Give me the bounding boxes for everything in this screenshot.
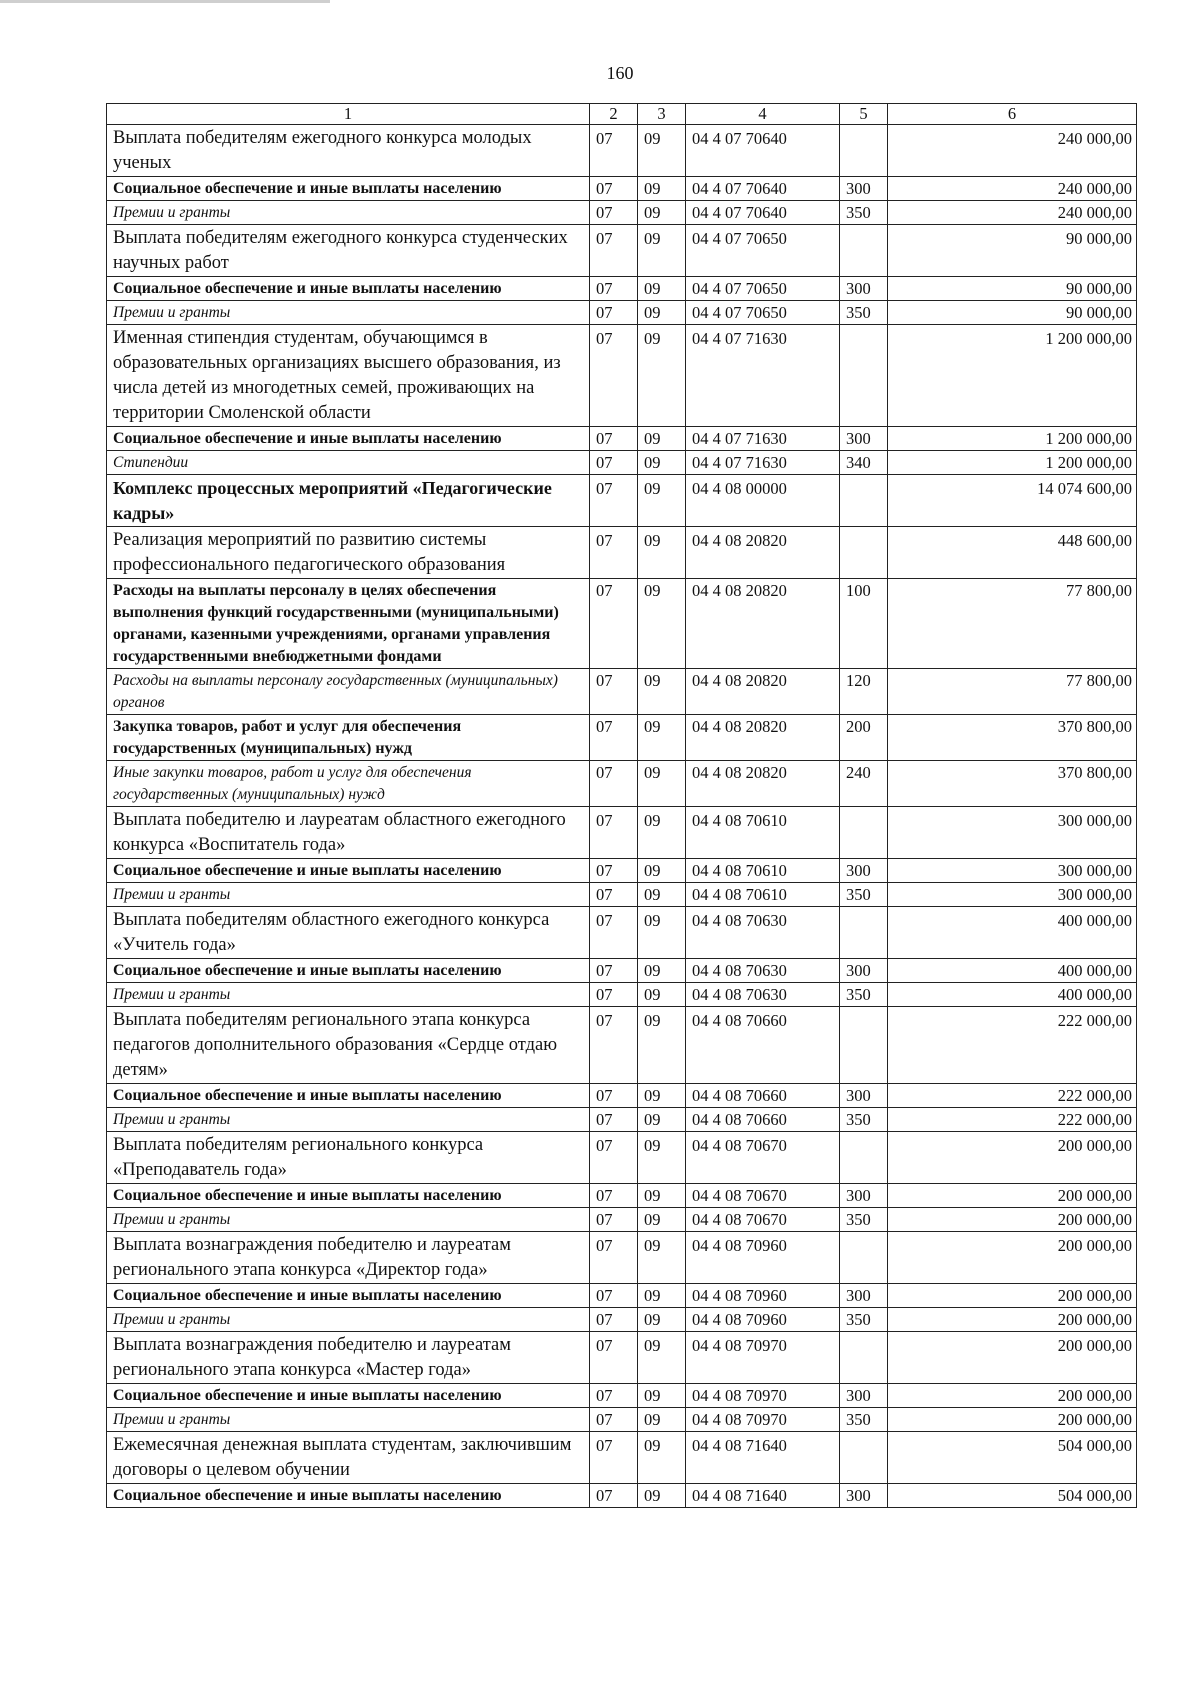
table-row [107,983,1137,1007]
row-subsection-cell: 09 [638,1132,686,1184]
row-name-cell: Социальное обеспечение и иные выплаты населению [107,277,590,301]
row-amount-cell: 77 800,00 [888,669,1137,715]
row-target-code-cell: 04 4 08 70960 [686,1308,840,1332]
table-row [107,959,1137,983]
row-amount-cell: 1 200 000,00 [888,451,1137,475]
header-col-3: 3 [638,104,686,125]
row-name-cell: Социальное обеспечение и иные выплаты населению [107,1384,590,1408]
row-target-code-cell: 04 4 07 71630 [686,451,840,475]
table-row [107,1232,1137,1284]
row-target-code-cell: 04 4 08 70970 [686,1408,840,1432]
row-expense-type-cell: 300 [840,427,888,451]
table-row [107,325,1137,427]
row-subsection-cell: 09 [638,1308,686,1332]
table-row [107,1332,1137,1384]
header-col-4: 4 [686,104,840,125]
row-target-code-cell: 04 4 08 70660 [686,1007,840,1084]
row-subsection-cell: 09 [638,1432,686,1484]
row-name-cell: Социальное обеспечение и иные выплаты населению [107,177,590,201]
table-row [107,761,1137,807]
row-amount-cell: 200 000,00 [888,1232,1137,1284]
row-subsection-cell: 09 [638,1208,686,1232]
table-row [107,883,1137,907]
row-name-cell: Премии и гранты [107,1208,590,1232]
row-section-cell: 07 [590,1408,638,1432]
row-expense-type-cell: 300 [840,1084,888,1108]
row-subsection-cell: 09 [638,1007,686,1084]
row-target-code-cell: 04 4 08 70610 [686,859,840,883]
row-expense-type-cell [840,125,888,177]
table-row [107,277,1137,301]
row-subsection-cell: 09 [638,807,686,859]
row-subsection-cell: 09 [638,669,686,715]
row-name-cell: Иные закупки товаров, работ и услуг для обеспечения государственных (муниципальных) нужд [107,761,590,807]
row-amount-cell: 504 000,00 [888,1484,1137,1508]
row-section-cell: 07 [590,325,638,427]
row-target-code-cell: 04 4 07 70640 [686,125,840,177]
row-section-cell: 07 [590,1084,638,1108]
row-subsection-cell: 09 [638,451,686,475]
row-section-cell: 07 [590,1284,638,1308]
row-amount-cell: 400 000,00 [888,959,1137,983]
row-expense-type-cell: 100 [840,579,888,669]
row-expense-type-cell [840,1007,888,1084]
table-row [107,1432,1137,1484]
row-section-cell: 07 [590,225,638,277]
header-col-6: 6 [888,104,1137,125]
row-subsection-cell: 09 [638,1484,686,1508]
row-name-cell: Премии и гранты [107,1308,590,1332]
row-subsection-cell: 09 [638,983,686,1007]
row-subsection-cell: 09 [638,1084,686,1108]
row-expense-type-cell: 200 [840,715,888,761]
row-target-code-cell: 04 4 08 70960 [686,1284,840,1308]
row-expense-type-cell [840,1432,888,1484]
row-expense-type-cell: 350 [840,983,888,1007]
table-header-row [107,104,1137,125]
row-section-cell: 07 [590,907,638,959]
row-amount-cell: 77 800,00 [888,579,1137,669]
row-amount-cell: 222 000,00 [888,1108,1137,1132]
row-expense-type-cell: 350 [840,1408,888,1432]
row-subsection-cell: 09 [638,225,686,277]
row-subsection-cell: 09 [638,959,686,983]
row-name-cell: Премии и гранты [107,1408,590,1432]
row-amount-cell: 200 000,00 [888,1384,1137,1408]
row-expense-type-cell: 350 [840,1108,888,1132]
row-target-code-cell: 04 4 07 70650 [686,225,840,277]
row-target-code-cell: 04 4 08 70970 [686,1332,840,1384]
row-amount-cell: 1 200 000,00 [888,427,1137,451]
row-subsection-cell: 09 [638,883,686,907]
row-section-cell: 07 [590,807,638,859]
row-amount-cell: 240 000,00 [888,201,1137,225]
row-section-cell: 07 [590,475,638,527]
row-name-cell: Выплата победителю и лауреатам областного ежегодного конкурса «Воспитатель года» [107,807,590,859]
row-name-cell: Социальное обеспечение и иные выплаты населению [107,1484,590,1508]
row-expense-type-cell: 350 [840,1308,888,1332]
table-row [107,1484,1137,1508]
table-row [107,1308,1137,1332]
row-target-code-cell: 04 4 08 70960 [686,1232,840,1284]
row-section-cell: 07 [590,1208,638,1232]
row-expense-type-cell [840,225,888,277]
row-amount-cell: 504 000,00 [888,1432,1137,1484]
row-amount-cell: 200 000,00 [888,1284,1137,1308]
row-section-cell: 07 [590,1108,638,1132]
row-subsection-cell: 09 [638,1184,686,1208]
row-name-cell: Премии и гранты [107,1108,590,1132]
row-expense-type-cell: 300 [840,277,888,301]
row-expense-type-cell: 300 [840,177,888,201]
row-target-code-cell: 04 4 08 70660 [686,1108,840,1132]
row-amount-cell: 400 000,00 [888,907,1137,959]
row-expense-type-cell [840,1232,888,1284]
row-target-code-cell: 04 4 07 70640 [686,201,840,225]
table-row [107,225,1137,277]
row-amount-cell: 300 000,00 [888,807,1137,859]
row-subsection-cell: 09 [638,1384,686,1408]
row-amount-cell: 200 000,00 [888,1408,1137,1432]
row-subsection-cell: 09 [638,177,686,201]
row-amount-cell: 200 000,00 [888,1208,1137,1232]
row-name-cell: Выплата победителям областного ежегодного конкурса «Учитель года» [107,907,590,959]
row-section-cell: 07 [590,1132,638,1184]
table-row [107,859,1137,883]
row-expense-type-cell: 350 [840,1208,888,1232]
table-row [107,301,1137,325]
row-name-cell: Выплата победителям регионального этапа конкурса педагогов дополнительного образования «Сердце отдаю детям» [107,1007,590,1084]
row-target-code-cell: 04 4 08 20820 [686,761,840,807]
row-subsection-cell: 09 [638,907,686,959]
header-col-2: 2 [590,104,638,125]
row-name-cell: Премии и гранты [107,301,590,325]
row-subsection-cell: 09 [638,1108,686,1132]
row-target-code-cell: 04 4 08 70630 [686,907,840,959]
row-target-code-cell: 04 4 08 71640 [686,1484,840,1508]
row-amount-cell: 300 000,00 [888,859,1137,883]
row-name-cell: Социальное обеспечение и иные выплаты населению [107,1084,590,1108]
row-name-cell: Выплата вознаграждения победителю и лауреатам регионального этапа конкурса «Директор года» [107,1232,590,1284]
row-name-cell: Выплата победителям регионального конкурса «Преподаватель года» [107,1132,590,1184]
row-target-code-cell: 04 4 07 71630 [686,427,840,451]
table-row [107,177,1137,201]
table-row [107,807,1137,859]
row-section-cell: 07 [590,715,638,761]
row-amount-cell: 90 000,00 [888,225,1137,277]
row-amount-cell: 448 600,00 [888,527,1137,579]
row-name-cell: Ежемесячная денежная выплата студентам, заключившим договоры о целевом обучении [107,1432,590,1484]
page-number: 160 [606,63,634,83]
table-row [107,1284,1137,1308]
row-section-cell: 07 [590,301,638,325]
row-section-cell: 07 [590,1332,638,1384]
row-target-code-cell: 04 4 08 20820 [686,715,840,761]
row-subsection-cell: 09 [638,1284,686,1308]
row-subsection-cell: 09 [638,475,686,527]
row-section-cell: 07 [590,1432,638,1484]
row-section-cell: 07 [590,1007,638,1084]
row-expense-type-cell: 300 [840,1384,888,1408]
row-name-cell: Социальное обеспечение и иные выплаты населению [107,427,590,451]
row-subsection-cell: 09 [638,1408,686,1432]
row-expense-type-cell: 300 [840,859,888,883]
header-col-5: 5 [840,104,888,125]
row-target-code-cell: 04 4 08 70970 [686,1384,840,1408]
row-target-code-cell: 04 4 07 71630 [686,325,840,427]
row-name-cell: Социальное обеспечение и иные выплаты населению [107,959,590,983]
row-name-cell: Закупка товаров, работ и услуг для обеспечения государственных (муниципальных) нужд [107,715,590,761]
row-expense-type-cell [840,527,888,579]
row-section-cell: 07 [590,1184,638,1208]
table-row [107,669,1137,715]
row-expense-type-cell: 300 [840,1284,888,1308]
row-expense-type-cell: 240 [840,761,888,807]
table-row [107,579,1137,669]
row-subsection-cell: 09 [638,125,686,177]
row-subsection-cell: 09 [638,715,686,761]
row-amount-cell: 240 000,00 [888,177,1137,201]
row-name-cell: Выплата победителям ежегодного конкурса молодых ученых [107,125,590,177]
header-col-1: 1 [107,104,590,125]
row-name-cell: Именная стипендия студентам, обучающимся в образовательных организациях высшего образования, из числа детей из многодетных семей, проживающих на территории Смоленской области [107,325,590,427]
table-row [107,1208,1137,1232]
table-row [107,1007,1137,1084]
row-expense-type-cell: 300 [840,959,888,983]
row-target-code-cell: 04 4 08 70630 [686,983,840,1007]
row-target-code-cell: 04 4 08 70610 [686,883,840,907]
row-section-cell: 07 [590,883,638,907]
row-target-code-cell: 04 4 08 00000 [686,475,840,527]
row-expense-type-cell [840,807,888,859]
table-row [107,1384,1137,1408]
row-expense-type-cell: 300 [840,1484,888,1508]
row-amount-cell: 200 000,00 [888,1132,1137,1184]
row-target-code-cell: 04 4 07 70650 [686,301,840,325]
row-section-cell: 07 [590,1308,638,1332]
row-target-code-cell: 04 4 08 70670 [686,1208,840,1232]
row-expense-type-cell [840,475,888,527]
row-target-code-cell: 04 4 07 70650 [686,277,840,301]
row-amount-cell: 14 074 600,00 [888,475,1137,527]
row-name-cell: Премии и гранты [107,201,590,225]
row-amount-cell: 200 000,00 [888,1308,1137,1332]
row-section-cell: 07 [590,959,638,983]
row-subsection-cell: 09 [638,579,686,669]
row-section-cell: 07 [590,451,638,475]
row-target-code-cell: 04 4 07 70640 [686,177,840,201]
row-subsection-cell: 09 [638,1332,686,1384]
table-row [107,1408,1137,1432]
table-row [107,451,1137,475]
table-row [107,201,1137,225]
row-subsection-cell: 09 [638,761,686,807]
table-row [107,1084,1137,1108]
row-section-cell: 07 [590,527,638,579]
table-row [107,907,1137,959]
row-name-cell: Социальное обеспечение и иные выплаты населению [107,1284,590,1308]
row-subsection-cell: 09 [638,527,686,579]
row-target-code-cell: 04 4 08 71640 [686,1432,840,1484]
row-section-cell: 07 [590,859,638,883]
table-row [107,125,1137,177]
row-target-code-cell: 04 4 08 70630 [686,959,840,983]
row-section-cell: 07 [590,669,638,715]
row-subsection-cell: 09 [638,301,686,325]
table-row [107,1108,1137,1132]
row-amount-cell: 222 000,00 [888,1084,1137,1108]
row-expense-type-cell [840,325,888,427]
row-section-cell: 07 [590,983,638,1007]
row-target-code-cell: 04 4 08 70660 [686,1084,840,1108]
row-target-code-cell: 04 4 08 70670 [686,1184,840,1208]
table-row [107,527,1137,579]
row-section-cell: 07 [590,427,638,451]
row-subsection-cell: 09 [638,325,686,427]
row-expense-type-cell: 340 [840,451,888,475]
scan-edge-mark [0,0,330,3]
row-section-cell: 07 [590,277,638,301]
row-name-cell: Премии и гранты [107,983,590,1007]
row-amount-cell: 222 000,00 [888,1007,1137,1084]
row-amount-cell: 370 800,00 [888,715,1137,761]
row-name-cell: Премии и гранты [107,883,590,907]
row-subsection-cell: 09 [638,427,686,451]
row-target-code-cell: 04 4 08 20820 [686,669,840,715]
row-section-cell: 07 [590,125,638,177]
row-amount-cell: 240 000,00 [888,125,1137,177]
row-section-cell: 07 [590,761,638,807]
budget-table [106,103,1137,1508]
row-expense-type-cell: 120 [840,669,888,715]
row-name-cell: Выплата победителям ежегодного конкурса студенческих научных работ [107,225,590,277]
table-row [107,475,1137,527]
row-target-code-cell: 04 4 08 70610 [686,807,840,859]
row-name-cell: Реализация мероприятий по развитию системы профессионального педагогического образования [107,527,590,579]
row-subsection-cell: 09 [638,1232,686,1284]
row-subsection-cell: 09 [638,277,686,301]
row-expense-type-cell: 350 [840,883,888,907]
row-target-code-cell: 04 4 08 70670 [686,1132,840,1184]
row-amount-cell: 90 000,00 [888,277,1137,301]
table-row [107,1132,1137,1184]
row-subsection-cell: 09 [638,201,686,225]
row-section-cell: 07 [590,579,638,669]
row-name-cell: Социальное обеспечение и иные выплаты населению [107,1184,590,1208]
table-row [107,715,1137,761]
row-target-code-cell: 04 4 08 20820 [686,527,840,579]
row-expense-type-cell [840,1132,888,1184]
row-amount-cell: 1 200 000,00 [888,325,1137,427]
row-name-cell: Социальное обеспечение и иные выплаты населению [107,859,590,883]
row-name-cell: Расходы на выплаты персоналу в целях обеспечения выполнения функций государственными (муниципальными) органами, казенными учреждениями, органами управления государственными внебюджетными фондами [107,579,590,669]
row-expense-type-cell [840,907,888,959]
row-expense-type-cell: 350 [840,301,888,325]
row-name-cell: Комплекс процессных мероприятий «Педагогические кадры» [107,475,590,527]
row-section-cell: 07 [590,1232,638,1284]
row-expense-type-cell: 350 [840,201,888,225]
row-target-code-cell: 04 4 08 20820 [686,579,840,669]
row-amount-cell: 90 000,00 [888,301,1137,325]
row-section-cell: 07 [590,201,638,225]
row-name-cell: Расходы на выплаты персоналу государственных (муниципальных) органов [107,669,590,715]
table-row [107,1184,1137,1208]
row-section-cell: 07 [590,177,638,201]
row-amount-cell: 400 000,00 [888,983,1137,1007]
row-section-cell: 07 [590,1484,638,1508]
row-name-cell: Выплата вознаграждения победителю и лауреатам регионального этапа конкурса «Мастер года» [107,1332,590,1384]
row-expense-type-cell [840,1332,888,1384]
row-expense-type-cell: 300 [840,1184,888,1208]
row-amount-cell: 300 000,00 [888,883,1137,907]
row-amount-cell: 370 800,00 [888,761,1137,807]
row-amount-cell: 200 000,00 [888,1332,1137,1384]
row-name-cell: Стипендии [107,451,590,475]
row-subsection-cell: 09 [638,859,686,883]
table-row [107,427,1137,451]
row-section-cell: 07 [590,1384,638,1408]
row-amount-cell: 200 000,00 [888,1184,1137,1208]
